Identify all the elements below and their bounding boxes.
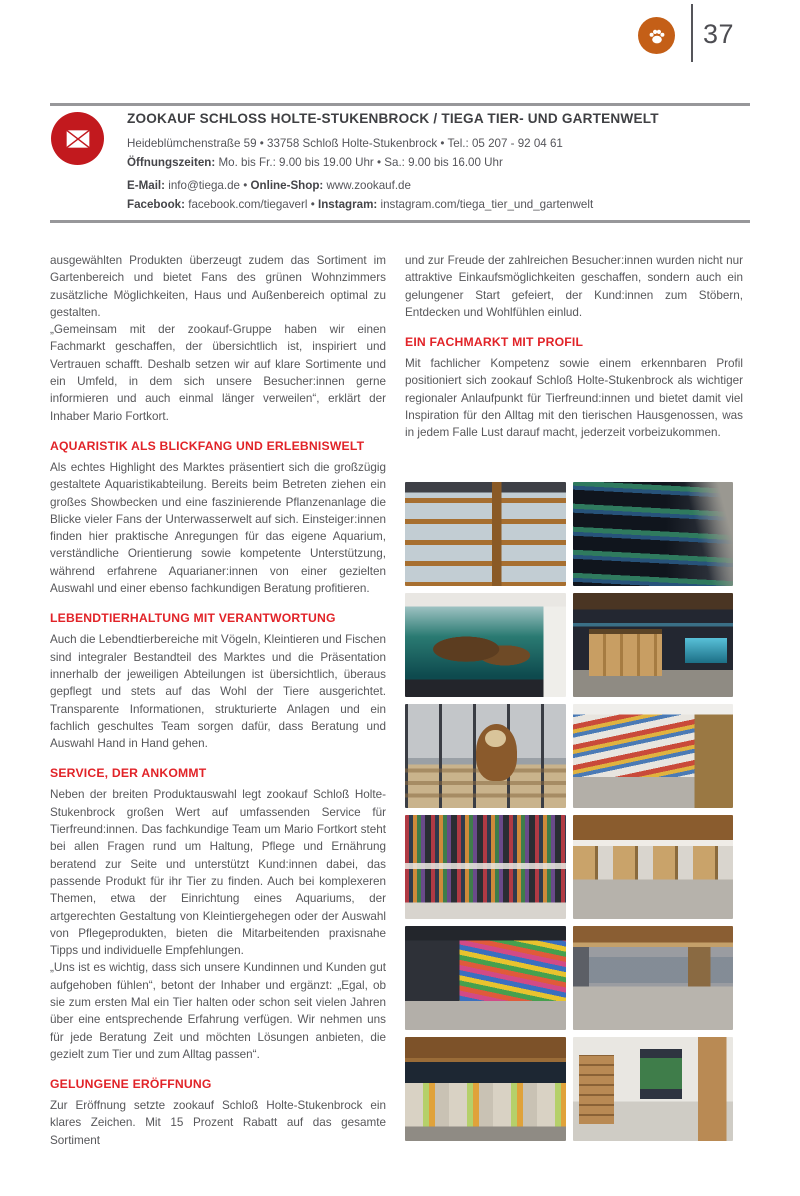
photo-driftwood-crates bbox=[573, 593, 734, 697]
paragraph: Neben der breiten Produktauswahl legt zookauf Schloß Holte-Stukenbrock großen Wert auf umfassenden Service für Tierfreund:innen. Das fachkundige Team um Mario Fortkort steht bei allen Fragen rund um Haltung, Pflege und Ernährung beratend zur Seite und unterstützt Kund:innen dabei, das passende Produkt für ihr Tier zu finden. Auch bei komplexeren Themen, etwa der Einrichtung eines Aquariums, der artgerechten Gestaltung von Kleintiergehegen oder der Auswahl von Pflegeprodukten, bieten die Mitarbeitenden praxisnahe Tipps und individuelle Empfehlungen. bbox=[50, 788, 386, 958]
paw-icon bbox=[645, 24, 669, 48]
paragraph: Auch die Lebendtierbereiche mit Vögeln, Kleintieren und Fischen sind integraler Bestandteil des Marktes und die Präsentation innerhalb der jeweiligen Abteilungen ist übersichtlich, überaus gepflegt und stets auf das Wohl der Tiere ausgerichtet. Transparente Informationen, strukturierte Anlagen und ein fachlich geschultes Team sorgen dafür, dass Beratung und Auswahl Hand in Hand gehen. bbox=[50, 633, 386, 751]
section-heading-fachmarkt: EIN FACHMARKT MIT PROFIL bbox=[405, 335, 584, 350]
page-corner bbox=[0, 0, 800, 70]
store-social-line bbox=[127, 197, 727, 213]
photo-show-aquarium bbox=[405, 593, 566, 697]
paragraph-quote: „Gemeinsam mit der zookauf-Gruppe haben wir einen Fachmarkt geschaffen, der übersichtlich ist, inspiriert und Vertrauen schafft. Deshalb setzen wir auf klare Sortimente und ein Umfeld, in dem sich unsere Besucher:innen gerne informieren und auch einmal länger verweilen“, erklärt der Inhaber Mario Fortkort. bbox=[50, 323, 386, 423]
contact-header bbox=[127, 111, 727, 216]
photo-food-aisle bbox=[573, 704, 734, 808]
separator: • bbox=[243, 179, 248, 192]
paragraph: und zur Freude der zahlreichen Besucher:innen wurden nicht nur attraktive Einkaufsmöglichkeiten geschaffen, sondern auch ein gelungener Start gefeiert, der Kund:innen zum Stöbern, Entdecken und Wohlfühlen einlud. bbox=[405, 254, 743, 319]
photo-plush-sloth bbox=[405, 704, 566, 808]
paragraph: Als echtes Highlight des Marktes präsentiert sich die großzügig gestaltete Aquaristikabteilung. Bereits beim Betreten ziehen ein großes Showbecken und eine faszinierende Pflanzenanlage die Blicke vieler Fans der Unterwasserwelt auf sich. Einsteiger:innen finden hier praktische Anregungen für das eigene Aquarium, verständliche Orientierung sowie kompetente Unterstützung, während erfahrene Aquarianer:innen von einer gezielten Auswahl und einer ebenso fachkundigen Beratung profitieren. bbox=[50, 460, 386, 596]
header-rule-bottom bbox=[50, 220, 750, 223]
shop-value: www.zookauf.de bbox=[326, 179, 411, 192]
store-email-line bbox=[127, 178, 727, 194]
instagram-value: instagram.com/tiega_tier_und_gartenwelt bbox=[380, 198, 594, 211]
instagram-label: Instagram: bbox=[317, 198, 378, 211]
section-heading-service: SERVICE, DER ANKOMMT bbox=[50, 766, 207, 781]
photo-gallery bbox=[405, 482, 733, 1141]
hours-value: Mo. bis Fr.: 9.00 bis 19.00 Uhr • Sa.: 9.00 bis 16.00 Uhr bbox=[218, 156, 503, 169]
paragraph: ausgewählten Produkten überzeugt zudem das Sortiment im Gartenbereich und bietet Fans des grünen Wohnzimmers zusätzliche Möglichkeiten, Haus und Außenbereich optimal zu gestalten. bbox=[50, 254, 386, 319]
photo-aquarium-wall bbox=[573, 482, 734, 586]
photo-market-aisles bbox=[573, 815, 734, 919]
shop-label: Online-Shop: bbox=[250, 179, 324, 192]
paw-badge bbox=[638, 17, 675, 54]
facebook-value: facebook.com/tiegaverl bbox=[188, 198, 308, 211]
mail-badge bbox=[51, 112, 104, 165]
paragraph: Zur Eröffnung setzte zookauf Schloß Holte-Stukenbrock ein klares Zeichen. Mit 15 Prozent Rabatt auf das gesamte Sortiment bbox=[50, 1099, 386, 1147]
separator: • bbox=[310, 198, 315, 211]
article-right-column bbox=[405, 252, 743, 1141]
page-number: 37 bbox=[703, 19, 735, 49]
page-number-divider bbox=[691, 4, 693, 62]
email-value: info@tiega.de bbox=[168, 179, 240, 192]
store-hours bbox=[127, 155, 727, 171]
envelope-icon bbox=[62, 123, 94, 155]
photo-toy-aisle bbox=[405, 926, 566, 1030]
photo-aisles-aquarium-back bbox=[405, 1037, 566, 1141]
paragraph-quote: „Uns ist es wichtig, dass sich unsere Kundinnen und Kunden gut aufgehoben fühlen“, betont der Inhaber und ergänzt: „Egal, ob sie zum ersten Mal ein Tier halten oder schon seit vielen Jahren über eine entsprechende Erfahrung verfügen. Wir nehmen uns für jede Beratung Zeit und möchten Lösungen anbieten, die gezielt zum Tier und zum Alltag passen“. bbox=[50, 961, 386, 1061]
photo-wooden-displays bbox=[573, 1037, 734, 1141]
store-address: Heideblümchenstraße 59 • 33758 Schloß Holte-Stukenbrock • Tel.: 05 207 - 92 04 61 bbox=[127, 137, 563, 150]
hours-label: Öffnungszeiten: bbox=[127, 156, 216, 169]
article-left-column bbox=[50, 252, 386, 1149]
section-heading-aquaristik: AQUARISTIK ALS BLICKFANG UND ERLEBNISWELT bbox=[50, 438, 365, 453]
photo-leash-wall bbox=[405, 815, 566, 919]
paragraph: Mit fachlicher Kompetenz sowie einem erkennbaren Profil positioniert sich zookauf Schloß Holte-Stukenbrock als wichtiger regionaler Anlaufpunkt für Tierfreund:innen und bietet damit viel Inspiration für den Alltag mit den tierischen Hausgenossen, was in jedem Falle Lust darauf macht, jederzeit vorbeizukommen. bbox=[405, 357, 743, 440]
email-label: E-Mail: bbox=[127, 179, 166, 192]
photo-small-animal-enclosures bbox=[405, 482, 566, 586]
section-heading-eroeffnung: GELUNGENE ERÖFFNUNG bbox=[50, 1077, 212, 1092]
section-heading-lebendtierhaltung: LEBENDTIERHALTUNG MIT VERANTWORTUNG bbox=[50, 611, 336, 626]
facebook-label: Facebook: bbox=[127, 198, 185, 211]
photo-sales-floor bbox=[573, 926, 734, 1030]
store-title: ZOOKAUF SCHLOSS HOLTE-STUKENBROCK / TIEGA TIER- UND GARTENWELT bbox=[127, 111, 659, 126]
header-rule-top bbox=[50, 103, 750, 106]
